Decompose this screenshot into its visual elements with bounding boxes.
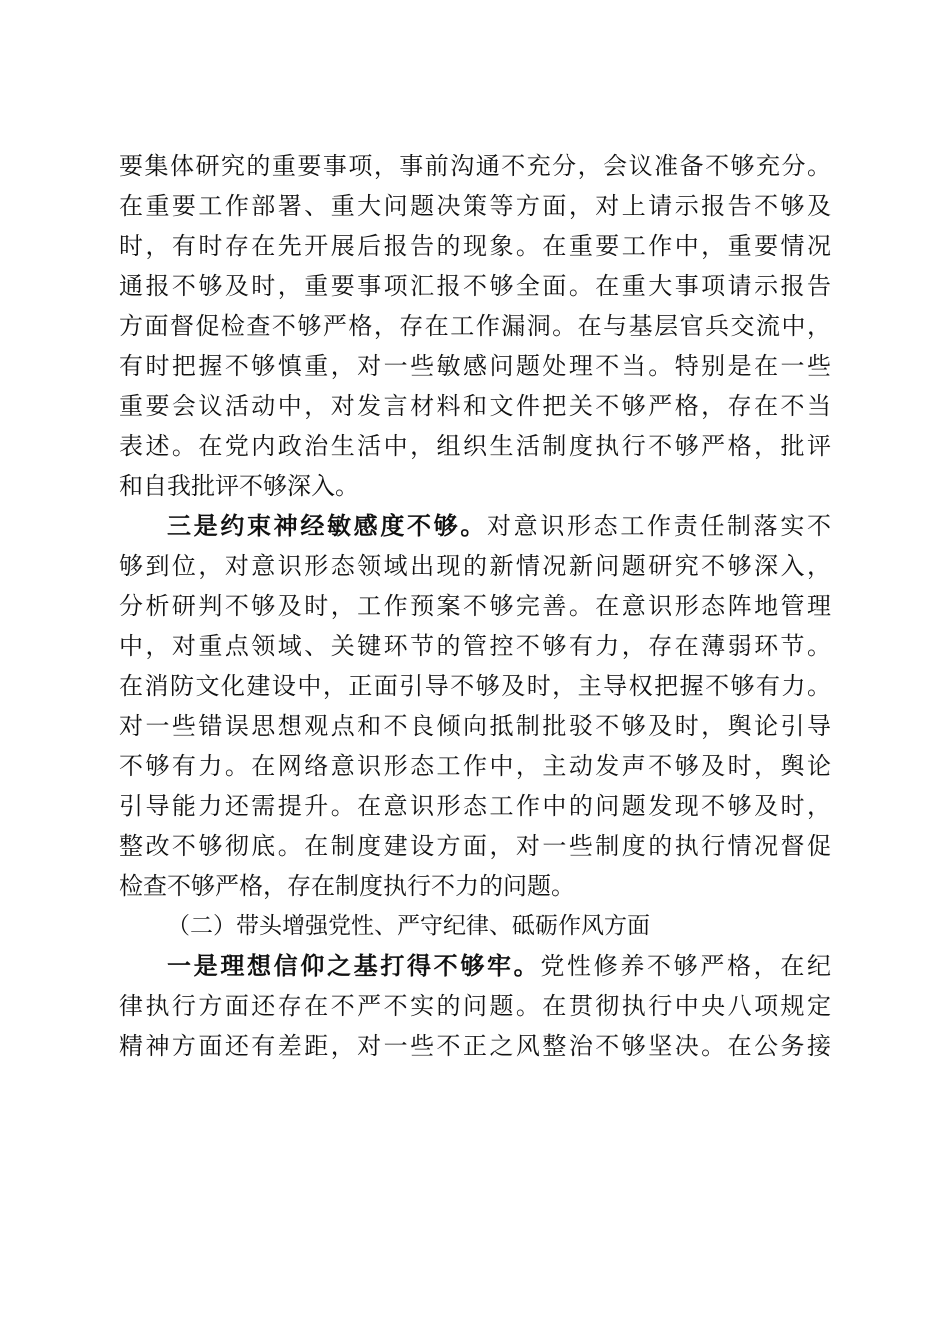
- text-line: 要集体研究的重要事项，事前沟通不充分，会议准备不够充分。: [119, 152, 831, 180]
- text-line: 中，对重点领域、关键环节的管控不够有力，存在薄弱环节。: [119, 632, 831, 660]
- text-line: 检查不够严格，存在制度执行不力的问题。: [119, 872, 575, 900]
- text-line: 整改不够彻底。在制度建设方面，对一些制度的执行情况督促: [119, 832, 831, 860]
- text-line: 精神方面还有差距，对一些不正之风整治不够坚决。在公务接: [119, 1032, 831, 1060]
- text-line: 通报不够及时，重要事项汇报不够全面。在重大事项请示报告: [119, 272, 831, 300]
- text-line: 分析研判不够及时，工作预案不够完善。在意识形态阵地管理: [119, 592, 831, 620]
- paragraph-first-line-rest: 党性修养不够严格，在纪: [540, 952, 832, 980]
- text-line: 表述。在党内政治生活中，组织生活制度执行不够严格，批评: [119, 432, 831, 460]
- text-line: 在重要工作部署、重大问题决策等方面，对上请示报告不够及: [119, 192, 831, 220]
- section-heading-text: （二）带头增强党性、严守纪律、砥砺作风方面: [167, 913, 650, 939]
- text-line: 够到位，对意识形态领域出现的新情况新问题研究不够深入，: [119, 552, 831, 580]
- text-line: 在消防文化建设中，正面引导不够及时，主导权把握不够有力。: [119, 672, 831, 700]
- text-line: 律执行方面还存在不严不实的问题。在贯彻执行中央八项规定: [119, 992, 831, 1020]
- paragraph-3: [119, 946, 831, 1066]
- text-line: 方面督促检查不够严格，存在工作漏洞。在与基层官兵交流中，: [119, 312, 831, 340]
- document-body: [119, 146, 831, 1066]
- paragraph-lead: 三是约束神经敏感度不够。: [167, 511, 487, 540]
- text-line: 引导能力还需提升。在意识形态工作中的问题发现不够及时，: [119, 792, 831, 820]
- text-line: 重要会议活动中，对发言材料和文件把关不够严格，存在不当: [119, 392, 831, 420]
- text-line: 和自我批评不够深入。: [119, 472, 359, 500]
- paragraph-1: [119, 146, 831, 506]
- paragraph-2: [119, 506, 831, 906]
- text-line: 对一些错误思想观点和不良倾向抵制批驳不够及时，舆论引导: [119, 712, 831, 740]
- text-line-first: [119, 506, 831, 546]
- paragraph-lead: 一是理想信仰之基打得不够牢。: [167, 951, 541, 980]
- paragraph-first-line-rest: 对意识形态工作责任制落实不: [487, 512, 831, 540]
- text-line: 时，有时存在先开展后报告的现象。在重要工作中，重要情况: [119, 232, 831, 260]
- text-line-first: [119, 946, 831, 986]
- section-heading: [119, 906, 831, 946]
- text-line: 有时把握不够慎重，对一些敏感问题处理不当。特别是在一些: [119, 352, 831, 380]
- text-line: 不够有力。在网络意识形态工作中，主动发声不够及时，舆论: [119, 752, 831, 780]
